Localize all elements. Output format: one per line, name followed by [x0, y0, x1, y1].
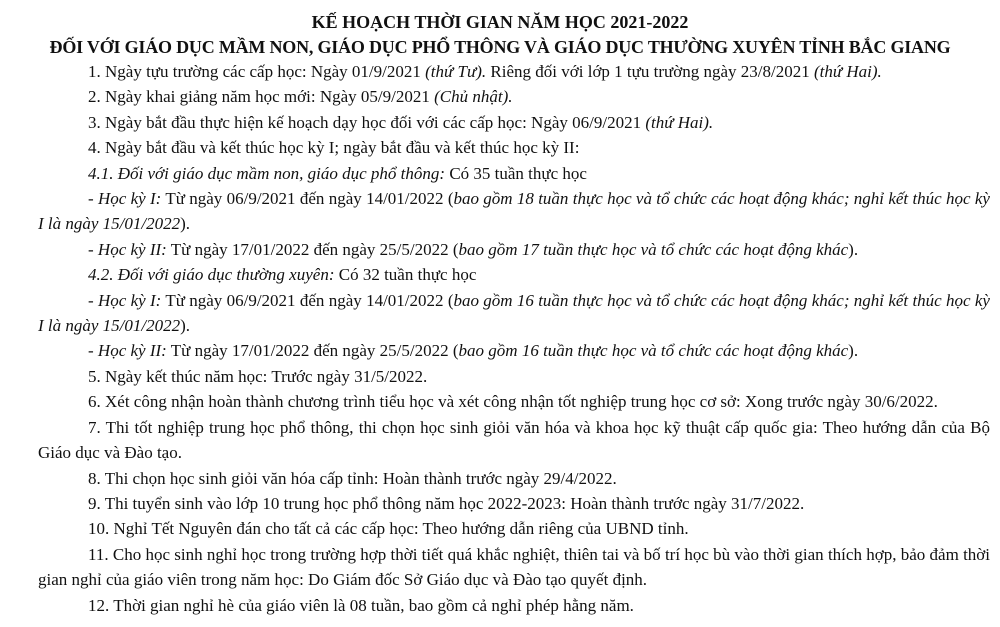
item-8: 8. Thi chọn học sinh giỏi văn hóa cấp tỉnh: Hoàn thành trước ngày 29/4/2022. [88, 468, 617, 488]
item-4-2: 4.2. Đối với giáo dục thường xuyên: Có 32 tuần thực học [88, 265, 477, 285]
doc-subtitle: ĐỐI VỚI GIÁO DỤC MẦM NON, GIÁO DỤC PHỔ THÔNG VÀ GIÁO DỤC THƯỜNG XUYÊN TỈNH BẮC GIANG [49, 37, 951, 57]
item-2: 2. Ngày khai giảng năm học mới: Ngày 05/9/2021 (Chủ nhật). [88, 87, 513, 107]
item-4-2-semester-2: - Học kỳ II: Từ ngày 17/01/2022 đến ngày 25/5/2022 (bao gồm 16 tuần thực học và tổ chức các hoạt động khác). [88, 341, 859, 361]
item-5: 5. Ngày kết thúc năm học: Trước ngày 31/5/2022. [88, 366, 428, 386]
item-4: 4. Ngày bắt đầu và kết thúc học kỳ I; ngày bắt đầu và kết thúc học kỳ II: [88, 138, 580, 158]
item-4-1-semester-1: - Học kỳ I: Từ ngày 06/9/2021 đến ngày 14/01/2022 (bao gồm 18 tuần thực học và tổ chức các hoạt động khác; nghỉ kết thúc học kỳ I là ngày 15/01/2022). [38, 189, 990, 234]
item-10: 10. Nghỉ Tết Nguyên đán cho tất cả các cấp học: Theo hướng dẫn riêng của UBND tỉnh. [88, 519, 689, 539]
item-3: 3. Ngày bắt đầu thực hiện kế hoạch dạy học đối với các cấp học: Ngày 06/9/2021 (thứ Hai). [88, 112, 714, 132]
item-9: 9. Thi tuyển sinh vào lớp 10 trung học phổ thông năm học 2022-2023: Hoàn thành trước ngày 31/7/2022. [88, 493, 805, 513]
item-11: 11. Cho học sinh nghỉ học trong trường hợp thời tiết quá khắc nghiệt, thiên tai và bố trí học bù vào thời gian thích hợp, bảo đảm thời gian nghỉ của giáo viên trong năm học: Do Giám đốc Sở Giáo dục và Đào tạo quyết định. [38, 544, 990, 590]
item-7: 7. Thi tốt nghiệp trung học phổ thông, thi chọn học sinh giỏi văn hóa và khoa học kỹ thuật cấp quốc gia: Theo hướng dẫn của Bộ Giáo dục và Đào tạo. [38, 417, 990, 463]
doc-body [0, 59, 1000, 618]
item-12: 12. Thời gian nghỉ hè của giáo viên là 08 tuần, bao gồm cả nghỉ phép hằng năm. [88, 595, 634, 615]
item-4-1: 4.1. Đối với giáo dục mầm non, giáo dục phổ thông: Có 35 tuần thực học [88, 163, 587, 183]
item-4-2-semester-1: - Học kỳ I: Từ ngày 06/9/2021 đến ngày 14/01/2022 (bao gồm 16 tuần thực học và tổ chức các hoạt động khác; nghỉ kết thúc học kỳ I là ngày 15/01/2022). [38, 290, 990, 336]
item-1: 1. Ngày tựu trường các cấp học: Ngày 01/9/2021 (thứ Tư). Riêng đối với lớp 1 tựu trường ngày 23/8/2021 (thứ Hai). [88, 62, 882, 81]
item-6: 6. Xét công nhận hoàn thành chương trình tiểu học và xét công nhận tốt nghiệp trung học cơ sở: Xong trước ngày 30/6/2022. [88, 392, 938, 412]
doc-title: KẾ HOẠCH THỜI GIAN NĂM HỌC 2021-2022 [311, 12, 689, 32]
item-4-1-semester-2: - Học kỳ II: Từ ngày 17/01/2022 đến ngày 25/5/2022 (bao gồm 17 tuần thực học và tổ chức các hoạt động khác). [88, 239, 859, 259]
